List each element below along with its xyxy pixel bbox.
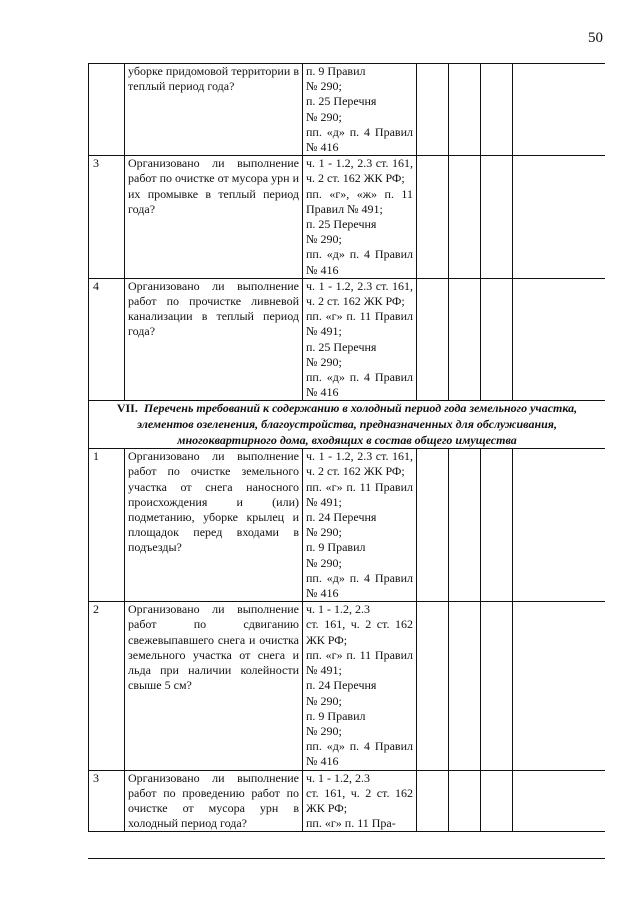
reference-line: № 290; (306, 354, 342, 369)
reference-line: п. 9 Правил (306, 708, 366, 723)
page-number: 50 (588, 30, 603, 46)
reference-line: пп. «д» п. 4 Правил № 416 (306, 124, 413, 155)
reference-cell (303, 64, 417, 156)
answer-na-cell (481, 278, 513, 401)
reference-line: пп. «г», «ж» п. 11 Правил № 491; (306, 186, 413, 216)
reference-line: п. 25 Перечня (306, 217, 377, 232)
reference-line: № 290; (306, 723, 342, 738)
row-number-cell: 1 (89, 449, 125, 602)
remarks-cell (513, 64, 606, 156)
reference-line: пп. «г» п. 11 Правил № 491; (306, 647, 413, 678)
reference-line: п. 24 Перечня (306, 678, 377, 693)
reference-line: п. 25 Перечня (306, 94, 377, 109)
answer-na-cell (481, 156, 513, 279)
remarks-cell (513, 278, 606, 401)
reference-line: ч. 1 - 1.2, 2.3 ст. 161, ч. 2 ст. 162 ЖК РФ; (306, 156, 413, 186)
checklist-table-wrapper (88, 63, 605, 859)
reference-line: пп. «д» п. 4 Правил № 416 (306, 739, 413, 769)
reference-line: пп. «г» п. 11 Пра- (306, 816, 396, 831)
remarks-cell (513, 449, 606, 602)
section-title: Перечень требований к содержанию в холодный период года земельного участка, элементов озеленения, благоустройства, предназначенных для обслуживания, многоквартирного дома, входящих в состав общего имущества (137, 401, 578, 447)
reference-line: № 290; (306, 232, 342, 247)
reference-line: ст. 161, ч. 2 ст. 162 ЖК РФ; (306, 785, 413, 815)
table-row (89, 449, 606, 602)
reference-line: № 290; (306, 693, 342, 708)
section-roman-number: VII. (116, 401, 138, 416)
reference-cell (303, 770, 417, 832)
reference-line: ч. 1 - 1.2, 2.3 ст. 161, ч. 2 ст. 162 ЖК РФ; (306, 278, 413, 309)
reference-line: п. 25 Перечня (306, 339, 377, 354)
reference-line: п. 9 Правил (306, 540, 366, 555)
reference-cell (303, 278, 417, 401)
reference-line: пп. «г» п. 11 Правил № 491; (306, 309, 413, 339)
row-number-cell: 3 (89, 770, 125, 832)
table-body (89, 64, 606, 832)
answer-yes-cell (417, 602, 449, 770)
answer-no-cell (449, 156, 481, 279)
checklist-table (88, 63, 605, 832)
table-row (89, 64, 606, 156)
question-cell: Организовано ли выполнение работ по очистке от мусора урн и их промывке в теплый период года? (125, 156, 303, 279)
reference-line: ч. 1 - 1.2, 2.3 (306, 602, 371, 617)
remarks-cell (513, 602, 606, 770)
table-row (89, 602, 606, 770)
answer-yes-cell (417, 64, 449, 156)
table-row (89, 156, 606, 279)
answer-no-cell (449, 602, 481, 770)
answer-yes-cell (417, 770, 449, 832)
reference-line: п. 9 Правил (306, 64, 366, 78)
reference-line: ч. 1 - 1.2, 2.3 ст. 161, ч. 2 ст. 162 ЖК РФ; (306, 449, 413, 479)
question-cell: Организовано ли выполнение работ по очистке земельного участка от снега наносного происхождения и (или) подметанию, уборке крылец и площадок перед входами в подъезды? (125, 449, 303, 602)
reference-line: пп. «д» п. 4 Правил № 416 (306, 247, 413, 277)
reference-line: пп. «д» п. 4 Правил № 416 (306, 370, 413, 400)
reference-line: п. 24 Перечня (306, 510, 377, 525)
reference-cell (303, 156, 417, 279)
table-row (89, 278, 606, 401)
answer-na-cell (481, 449, 513, 602)
answer-yes-cell (417, 156, 449, 279)
answer-no-cell (449, 64, 481, 156)
reference-line: № 290; (306, 525, 342, 540)
answer-yes-cell (417, 449, 449, 602)
reference-line: пп. «г» п. 11 Правил № 491; (306, 479, 413, 509)
reference-line: № 290; (306, 555, 342, 570)
answer-na-cell (481, 770, 513, 832)
question-cell: Организовано ли выполнение работ по прочистке ливневой канализации в теплый период года? (125, 278, 303, 401)
reference-cell (303, 602, 417, 770)
section-header-cell (89, 401, 606, 449)
reference-cell (303, 449, 417, 602)
reference-line: № 290; (306, 109, 342, 124)
row-number-cell: 4 (89, 278, 125, 401)
answer-yes-cell (417, 278, 449, 401)
answer-no-cell (449, 449, 481, 602)
answer-no-cell (449, 278, 481, 401)
reference-line: ч. 1 - 1.2, 2.3 (306, 770, 371, 785)
question-cell: Организовано ли выполнение работ по сдвиганию свежевыпавшего снега и очистка земельного участка от снега и льда при наличии колейности свыше 5 см? (125, 602, 303, 770)
answer-na-cell (481, 602, 513, 770)
reference-line: ст. 161, ч. 2 ст. 162 ЖК РФ; (306, 617, 413, 647)
row-number-cell: 3 (89, 156, 125, 279)
table-row (89, 770, 606, 832)
reference-line: № 290; (306, 79, 342, 94)
answer-na-cell (481, 64, 513, 156)
remarks-cell (513, 156, 606, 279)
reference-line: пп. «д» п. 4 Правил № 416 (306, 570, 413, 601)
row-number-cell (89, 64, 125, 156)
question-cell: уборке придомовой территории в теплый период года? (125, 64, 303, 156)
row-number-cell: 2 (89, 602, 125, 770)
answer-no-cell (449, 770, 481, 832)
section-header-row (89, 401, 606, 449)
question-cell: Организовано ли выполнение работ по проведению работ по очистке от мусора урн в холодный период года? (125, 770, 303, 832)
remarks-cell (513, 770, 606, 832)
